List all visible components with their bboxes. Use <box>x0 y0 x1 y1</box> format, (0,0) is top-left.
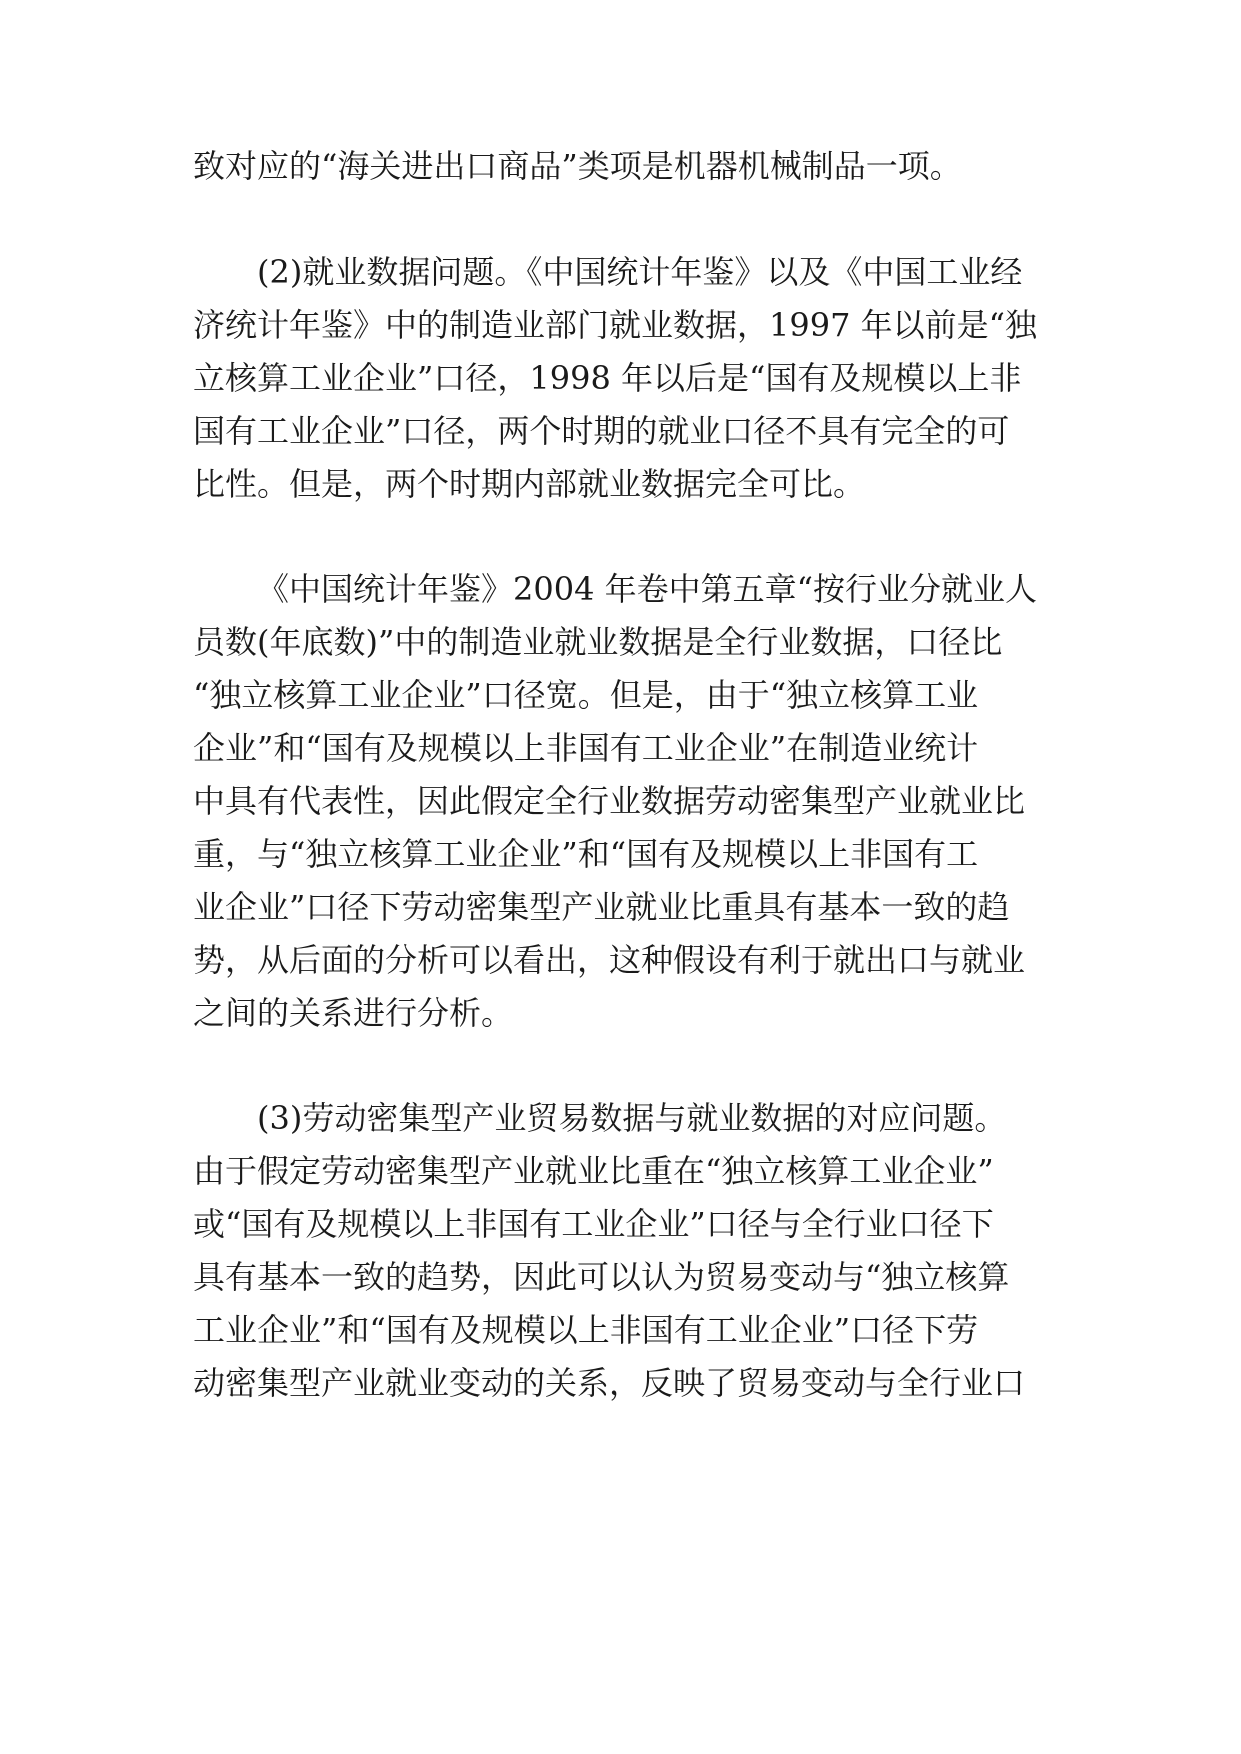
text-line: 工业企业”和“国有及规模以上非国有工业企业”口径下劳 <box>193 1311 979 1349</box>
text-line: 立核算工业企业”口径，1998 年以后是“国有及规模以上非 <box>193 359 1022 397</box>
text-line: 业企业”口径下劳动密集型产业就业比重具有基本一致的趋 <box>193 888 1010 926</box>
text-line: (2)就业数据问题。《中国统计年鉴》以及《中国工业经 <box>257 253 1023 291</box>
text-line: 之间的关系进行分析。 <box>193 994 514 1032</box>
text-line: (3)劳动密集型产业贸易数据与就业数据的对应问题。 <box>257 1099 1007 1137</box>
text-line: 致对应的“海关进出口商品”类项是机器机械制品一项。 <box>193 147 962 185</box>
text-line: 势，从后面的分析可以看出，这种假设有利于就出口与就业 <box>193 941 1026 979</box>
text-line: 动密集型产业就业变动的关系，反映了贸易变动与全行业口 <box>193 1364 1026 1402</box>
text-line: 重，与“独立核算工业企业”和“国有及规模以上非国有工 <box>193 835 979 873</box>
text-line: 员数(年底数)”中的制造业就业数据是全行业数据，口径比 <box>193 623 1003 661</box>
text-line: 或“国有及规模以上非国有工业企业”口径与全行业口径下 <box>193 1205 994 1243</box>
text-line: 由于假定劳动密集型产业就业比重在“独立核算工业企业” <box>193 1152 994 1190</box>
text-line: 企业”和“国有及规模以上非国有工业企业”在制造业统计 <box>193 729 979 767</box>
text-line: 中具有代表性，因此假定全行业数据劳动密集型产业就业比 <box>193 782 1026 820</box>
text-line: 具有基本一致的趋势，因此可以认为贸易变动与“独立核算 <box>193 1258 1010 1296</box>
text-line: 比性。但是，两个时期内部就业数据完全可比。 <box>193 465 866 503</box>
text-line: 国有工业企业”口径，两个时期的就业口径不具有完全的可 <box>193 412 1010 450</box>
text-line: 济统计年鉴》中的制造业部门就业数据，1997 年以前是“独 <box>193 306 1037 344</box>
text-line: “独立核算工业企业”口径宽。但是，由于“独立核算工业 <box>193 676 979 714</box>
text-line: 《中国统计年鉴》2004 年卷中第五章“按行业分就业人 <box>257 570 1037 608</box>
